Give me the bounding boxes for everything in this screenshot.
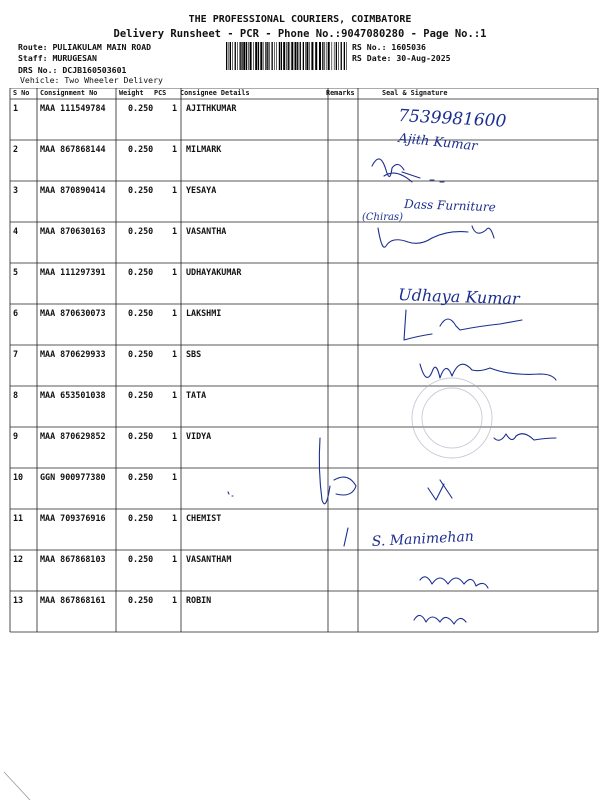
row9-signature	[494, 434, 556, 441]
row-consignment-no: MAA 111549784	[40, 103, 106, 113]
row-pcs: 1	[172, 226, 178, 236]
row-consignment-no: MAA 653501038	[40, 390, 106, 400]
row-consignee: SBS	[186, 349, 202, 359]
row-consignment-no: MAA 870629933	[40, 349, 106, 359]
row-consignee: AJITHKUMAR	[186, 103, 237, 113]
row-sno: 5	[13, 267, 19, 277]
row-consignee: LAKSHMI	[186, 308, 222, 318]
row-consignee: VASANTHA	[186, 226, 227, 236]
row-weight: 0.250	[128, 144, 154, 154]
row4-signature	[378, 226, 494, 247]
row10-remarks-scribble	[319, 438, 356, 504]
row-sno: 11	[13, 513, 24, 523]
row-weight: 0.250	[128, 595, 154, 605]
row-sno: 7	[13, 349, 19, 359]
row-sno: 8	[13, 390, 19, 400]
row-weight: 0.250	[128, 513, 154, 523]
row-weight: 0.250	[128, 267, 154, 277]
row13-signature	[414, 615, 466, 624]
row-weight: 0.250	[128, 185, 154, 195]
row-consignment-no: MAA 867868144	[40, 144, 106, 154]
row-pcs: 1	[172, 431, 178, 441]
row-weight: 0.250	[128, 103, 154, 113]
faint-seal-stamp	[412, 378, 492, 458]
row-consignment-no: MAA 870629852	[40, 431, 106, 441]
row-consignment-no: MAA 111297391	[40, 267, 106, 277]
row2-signature	[372, 159, 420, 182]
row2-dots	[430, 180, 444, 182]
row-weight: 0.250	[128, 554, 154, 564]
col-weight-header: Weight	[119, 89, 144, 97]
row-sno: 4	[13, 226, 19, 236]
row-pcs: 1	[172, 554, 178, 564]
row-pcs: 1	[172, 267, 178, 277]
row-weight: 0.250	[128, 431, 154, 441]
row-sno: 6	[13, 308, 19, 318]
row12-signature	[420, 577, 488, 588]
row-sno: 9	[13, 431, 19, 441]
row-weight: 0.250	[128, 308, 154, 318]
row10-consignee-marks	[228, 492, 233, 496]
row4-note-handwriting: (Chiras)	[362, 212, 403, 223]
corner-scan-mark	[4, 772, 30, 800]
col-consignment-header: Consignment No	[40, 89, 98, 97]
row-consignee: VASANTHAM	[186, 554, 232, 564]
row-sno: 10	[13, 472, 24, 482]
row-weight: 0.250	[128, 472, 154, 482]
row-pcs: 1	[172, 144, 178, 154]
row-sno: 2	[13, 144, 19, 154]
row-pcs: 1	[172, 472, 178, 482]
row3-note-handwriting: Dass Furniture	[403, 197, 496, 215]
row-pcs: 1	[172, 349, 178, 359]
col-seal-header: Seal & Signature	[382, 89, 448, 97]
row11-name-handwriting: S. Manimehan	[371, 528, 475, 550]
row-pcs: 1	[172, 390, 178, 400]
row-consignment-no: MAA 870630163	[40, 226, 106, 236]
row-consignment-no: MAA 709376916	[40, 513, 106, 523]
row1-name-handwriting: Ajith Kumar	[397, 131, 479, 155]
row-weight: 0.250	[128, 226, 154, 236]
row-pcs: 1	[172, 595, 178, 605]
row-pcs: 1	[172, 185, 178, 195]
row1-phone-handwriting: 7539981600	[397, 106, 507, 132]
staff-label: Staff: MURUGESAN	[18, 53, 97, 63]
row-sno: 3	[13, 185, 19, 195]
row-consignment-no: MAA 870890414	[40, 185, 106, 195]
row-consignment-no: MAA 867868103	[40, 554, 106, 564]
row-pcs: 1	[172, 103, 178, 113]
row-consignee: MILMARK	[186, 144, 222, 154]
row-pcs: 1	[172, 513, 178, 523]
drs-number: DRS No.: DCJB160503601	[18, 65, 127, 75]
row-consignment-no: GGN 900977380	[40, 472, 106, 482]
col-sno-header: S No	[13, 89, 30, 97]
rs-date: RS Date: 30-Aug-2025	[352, 53, 451, 63]
row-weight: 0.250	[128, 349, 154, 359]
col-consignee-header: Consignee Details	[180, 89, 250, 97]
row-consignment-no: MAA 870630073	[40, 308, 106, 318]
row-sno: 12	[13, 554, 24, 564]
row11-remarks-stroke	[344, 528, 348, 546]
row10-signature	[428, 480, 452, 500]
row-consignee: VIDYA	[186, 431, 212, 441]
row6-signature	[404, 310, 522, 340]
row-pcs: 1	[172, 308, 178, 318]
route-label: Route: PULIAKULAM MAIN ROAD	[18, 42, 152, 52]
row7-signature	[420, 364, 556, 380]
row-consignee: UDHAYAKUMAR	[186, 267, 242, 277]
col-pcs-header: PCS	[154, 89, 167, 97]
runsheet-title: Delivery Runsheet - PCR - Phone No.:9047080280 - Page No.:1	[113, 28, 487, 40]
row-consignee: CHEMIST	[186, 513, 222, 523]
company-name: THE PROFESSIONAL COURIERS, COIMBATORE	[188, 14, 412, 25]
rs-number: RS No.: 1605036	[352, 42, 426, 52]
row-consignee: TATA	[186, 390, 207, 400]
row-sno: 13	[13, 595, 24, 605]
row-sno: 1	[13, 103, 19, 113]
col-remarks-header: Remarks	[326, 89, 355, 97]
row-weight: 0.250	[128, 390, 154, 400]
row-consignment-no: MAA 867868161	[40, 595, 106, 605]
row-consignee: YESAYA	[186, 185, 217, 195]
vehicle-label: Vehicle: Two Wheeler Delivery	[20, 75, 163, 85]
row-consignee: ROBIN	[186, 595, 212, 605]
row5-name-handwriting: Udhaya Kumar	[397, 285, 520, 309]
